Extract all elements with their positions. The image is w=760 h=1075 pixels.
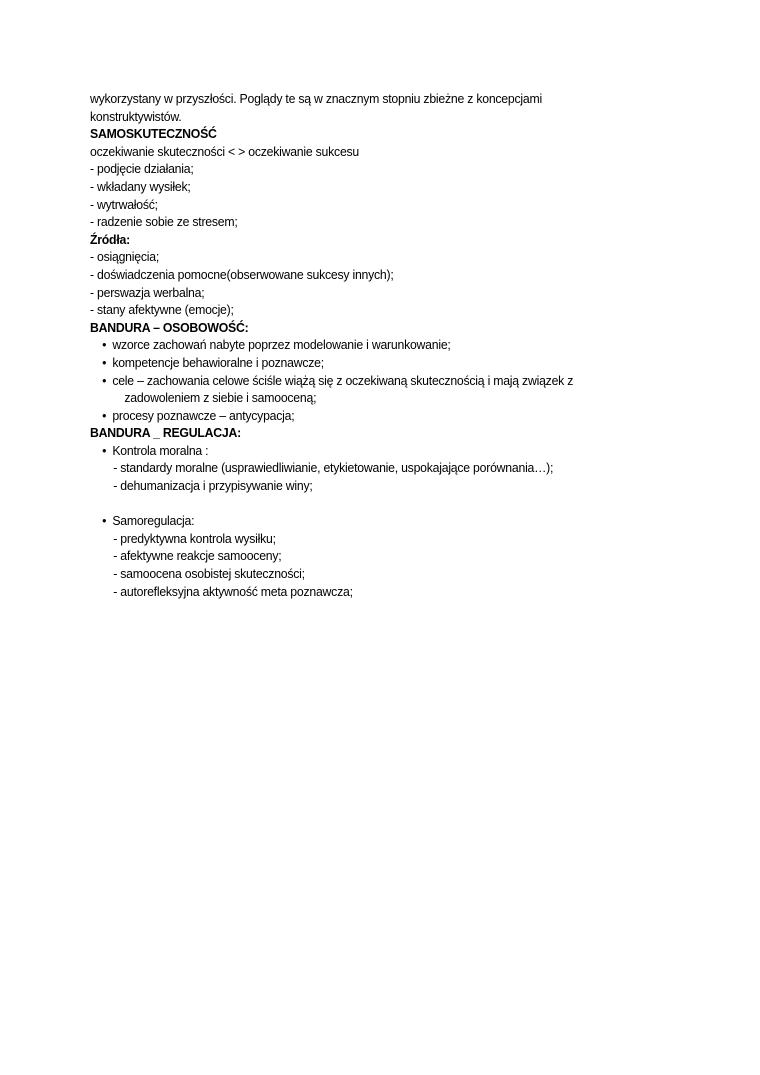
bullet-icon: •	[102, 442, 107, 458]
bullet-text: Kontrola moralna :	[112, 442, 209, 458]
list-item: - doświadczenia pomocne(obserwowane sukcesy innych);	[90, 266, 394, 282]
samoskutecznosc-subtitle: oczekiwanie skuteczności < > oczekiwanie sukcesu	[90, 143, 360, 159]
heading-samoskutecznosc: SAMOSKUTECZNOŚĆ	[90, 126, 217, 142]
list-item: - afektywne reakcje samooceny;	[113, 548, 282, 564]
heading-osobowosc: BANDURA – OSOBOWOŚĆ:	[90, 319, 249, 335]
list-item: - autorefleksyjna aktywność meta poznawcza;	[113, 583, 353, 599]
blank-line	[90, 495, 648, 513]
bullet-icon: •	[102, 407, 107, 423]
bullet-icon: •	[102, 513, 107, 529]
bullet-icon: •	[102, 337, 107, 353]
list-item: - predyktywna kontrola wysiłku;	[113, 530, 276, 546]
bullet-text: kompetencje behawioralne i poznawcze;	[112, 354, 324, 370]
bullet-text: procesy poznawcze – antycypacja;	[112, 407, 295, 423]
list-item: - samoocena osobistej skuteczności;	[113, 566, 305, 582]
bullet-item	[90, 442, 648, 460]
bullet-item	[90, 512, 648, 530]
list-item: - wkładany wysiłek;	[90, 178, 191, 194]
bullet-icon: •	[102, 372, 107, 388]
list-item: - dehumanizacja i przypisywanie winy;	[113, 478, 313, 494]
bullet-text: wzorce zachowań nabyte poprzez modelowanie i warunkowanie;	[112, 337, 451, 353]
bullet-text: Samoregulacja:	[112, 513, 195, 529]
list-item: - perswazja werbalna;	[90, 284, 205, 300]
bullet-text: cele – zachowania celowe ściśle wiążą się z oczekiwaną skutecznością i mają związek z	[112, 372, 574, 388]
intro-line-2: konstruktywistów.	[90, 108, 182, 124]
bullet-item	[90, 336, 648, 354]
heading-zrodla: Źródła:	[90, 231, 130, 247]
list-item: - stany afektywne (emocje);	[90, 302, 234, 318]
list-item: - osiągnięcia;	[90, 249, 160, 265]
bullet-item	[90, 354, 648, 372]
bullet-item	[90, 372, 648, 390]
list-item: - standardy moralne (usprawiedliwianie, etykietowanie, uspokajające porównania…);	[113, 460, 554, 476]
document-page	[90, 90, 648, 600]
list-item: - podjęcie działania;	[90, 161, 194, 177]
heading-regulacja: BANDURA _ REGULACJA:	[90, 425, 241, 441]
intro-line-1: wykorzystany w przyszłości. Poglądy te są w znacznym stopniu zbieżne z koncepcjami	[90, 91, 542, 106]
bullet-item	[90, 407, 648, 425]
list-item: - radzenie sobie ze stresem;	[90, 214, 238, 230]
bullet-icon: •	[102, 354, 107, 370]
bullet-continuation: zadowoleniem z siebie i samooceną;	[124, 390, 317, 406]
list-item: - wytrwałość;	[90, 196, 158, 212]
